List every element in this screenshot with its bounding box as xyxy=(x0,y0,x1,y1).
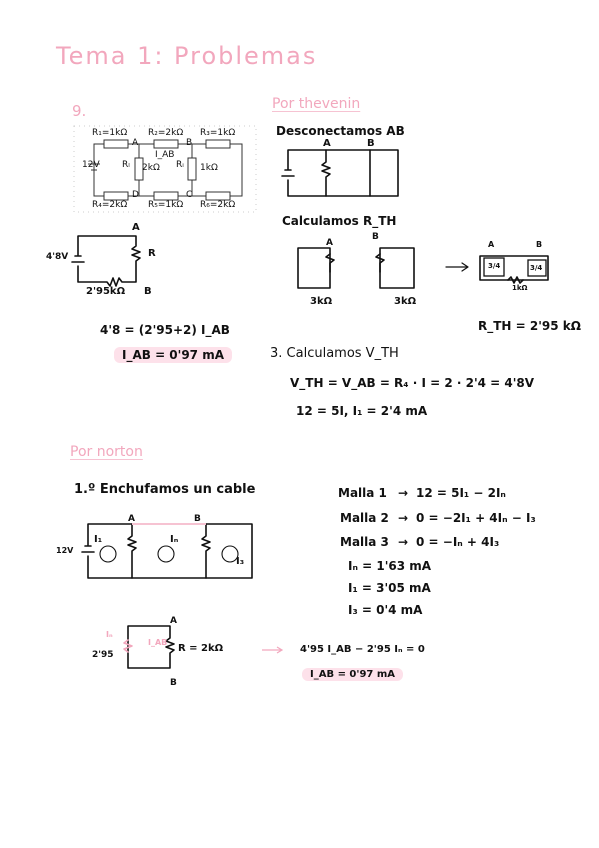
thevenin-node-b: B xyxy=(367,138,375,149)
norton-heading: Por norton xyxy=(70,444,143,460)
norton-mesh-circuit xyxy=(80,516,260,582)
fig-ri: Rᵢ xyxy=(176,160,184,170)
left-equivalent-circuit xyxy=(70,232,160,288)
simple-node-a: A xyxy=(488,240,495,249)
fig-rl-val: 2kΩ xyxy=(142,163,160,173)
fig-r1: R₁=1kΩ xyxy=(92,128,128,138)
rth-result: R_TH = 2'95 kΩ xyxy=(478,319,581,333)
fig-r6: R₆=2kΩ xyxy=(200,200,236,210)
fig-node-d: D xyxy=(132,190,139,200)
malla-3-label: Malla 3 xyxy=(340,535,389,549)
arrow-right xyxy=(444,262,472,272)
norton-bottom-iab: I_AB xyxy=(148,638,168,647)
fig-r4: R₄=2kΩ xyxy=(92,200,128,210)
arrow-2: → xyxy=(398,511,409,525)
left-voltage: 4'8V xyxy=(46,252,69,262)
malla-2-eq: 0 = −2I₁ + 4Iₙ − I₃ xyxy=(416,511,536,525)
rth-circuit xyxy=(296,244,420,292)
arrow-3: → xyxy=(398,535,409,549)
thevenin-heading: Por thevenin xyxy=(272,96,361,112)
rth-3k-left: 3kΩ xyxy=(310,296,333,307)
fig-node-a: A xyxy=(132,138,139,148)
malla-1-label: Malla 1 xyxy=(338,486,387,500)
page-title: Tema 1: Problemas xyxy=(56,42,318,70)
result-i3: I₃ = 0'4 mA xyxy=(348,603,423,617)
norton-i1: I₁ xyxy=(94,534,103,545)
fig-r3: R₃=1kΩ xyxy=(200,128,236,138)
thevenin-step2: Calculamos R_TH xyxy=(282,214,397,228)
rth-node-a: A xyxy=(326,238,333,248)
malla-3-eq: 0 = −Iₙ + 4I₃ xyxy=(416,535,500,549)
thevenin-node-a: A xyxy=(323,138,331,149)
norton-node-a: A xyxy=(128,514,135,524)
malla-1-eq: 12 = 5I₁ − 2Iₙ xyxy=(416,486,506,500)
rth-3k-right: 3kΩ xyxy=(394,296,417,307)
result-in: Iₙ = 1'63 mA xyxy=(348,559,432,573)
norton-bottom-r: 2'95 xyxy=(92,650,114,660)
thevenin-disconnected-circuit xyxy=(280,146,404,202)
norton-in: Iₙ xyxy=(170,534,179,545)
fig-iab: I_AB xyxy=(155,150,175,160)
left-rth-label: 2'95kΩ xyxy=(86,286,126,297)
fig-voltage: 12V xyxy=(82,160,100,170)
norton-voltage: 12V xyxy=(56,546,74,555)
norton-bottom-rload: R = 2kΩ xyxy=(178,643,224,654)
fig-node-c: C xyxy=(186,190,193,200)
rth-node-b: B xyxy=(372,232,379,242)
problem-number: 9. xyxy=(72,102,87,120)
fig-rl: Rₗ xyxy=(122,160,130,170)
left-result: I_AB = 0'97 mA xyxy=(114,347,232,363)
simple-r1: 3/4 xyxy=(488,262,501,270)
norton-bottom-in: Iₙ xyxy=(106,630,113,639)
thevenin-step3: 3. Calculamos V_TH xyxy=(270,346,399,361)
left-r-label: R xyxy=(148,248,156,259)
malla-2-label: Malla 2 xyxy=(340,511,389,525)
left-node-a: A xyxy=(132,222,140,233)
current-equation: 12 = 5I, I₁ = 2'4 mA xyxy=(296,404,428,418)
norton-final-result: I_AB = 0'97 mA xyxy=(302,668,403,681)
left-node-b: B xyxy=(144,286,152,297)
fig-ri-val: 1kΩ xyxy=(200,163,218,173)
simple-r2: 3/4 xyxy=(530,264,543,272)
left-equation: 4'8 = (2'95+2) I_AB xyxy=(100,323,230,337)
fig-node-b: B xyxy=(186,138,193,148)
norton-i3: I₃ xyxy=(236,556,245,567)
norton-step1: 1.º Enchufamos un cable xyxy=(74,482,256,497)
fig-r5: R₅=1kΩ xyxy=(148,200,184,210)
thevenin-step1: Desconectamos AB xyxy=(276,124,405,138)
norton-bottom-node-b: B xyxy=(170,678,177,688)
fig-r2: R₂=2kΩ xyxy=(148,128,184,138)
arrow-1: → xyxy=(398,486,409,500)
pink-arrow xyxy=(260,646,286,654)
vth-equation: V_TH = V_AB = R₄ · I = 2 · 2'4 = 4'8V xyxy=(290,376,535,390)
simple-r3: 1kΩ xyxy=(512,284,528,292)
norton-equivalent-circuit xyxy=(122,620,182,676)
result-i1: I₁ = 3'05 mA xyxy=(348,581,431,595)
norton-bottom-node-a: A xyxy=(170,616,177,626)
norton-final-equation: 4'95 I_AB − 2'95 Iₙ = 0 xyxy=(300,644,425,655)
norton-node-b: B xyxy=(194,514,201,524)
simple-node-b: B xyxy=(536,240,543,249)
